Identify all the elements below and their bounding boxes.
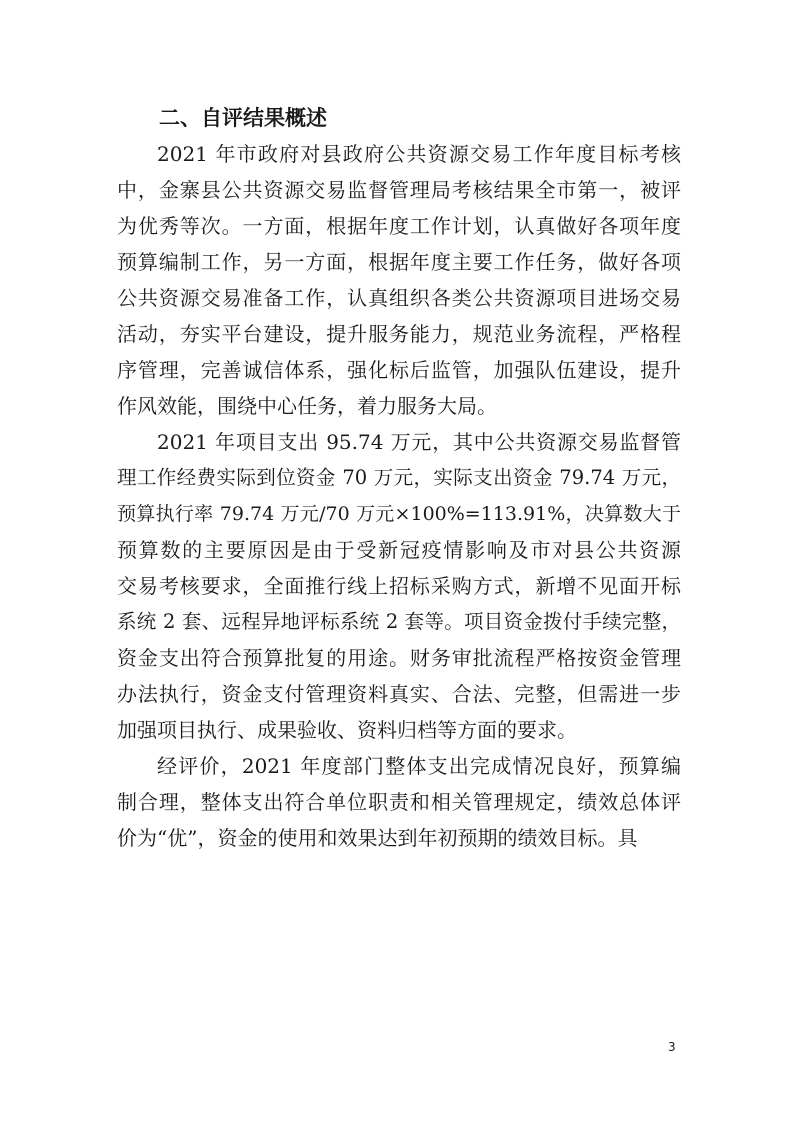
text-line: 2021 年项目支出 95.74 万元，其中公共资源交易监督管 xyxy=(157,430,681,454)
text-line: 经评价，2021 年度部门整体支出完成情况良好，预算编 xyxy=(157,754,681,778)
text-line: 中，金寨县公共资源交易监督管理局考核结果全市第一，被评 xyxy=(117,178,681,202)
text-line: 理工作经费实际到位资金 70 万元，实际支出资金 79.74 万元， xyxy=(117,466,681,489)
document-body xyxy=(117,100,681,856)
text-line: 办法执行，资金支付管理资料真实、合法、完整，但需进一步 xyxy=(117,682,681,706)
text-line: 资金支出符合预算批复的用途。财务审批流程严格按资金管理 xyxy=(117,646,681,670)
text-line: 价为“优”，资金的使用和效果达到年初预期的绩效目标。具 xyxy=(117,826,638,850)
text-line: 2021 年市政府对县政府公共资源交易工作年度目标考核 xyxy=(157,142,681,166)
text-line: 预算执行率 79.74 万元/70 万元×100%=113.91%，决算数大于 xyxy=(117,503,681,525)
text-line: 为优秀等次。一方面，根据年度工作计划，认真做好各项年度 xyxy=(117,214,681,238)
text-line: 预算数的主要原因是由于受新冠疫情影响及市对县公共资源 xyxy=(117,538,681,562)
text-line: 制合理，整体支出符合单位职责和相关管理规定，绩效总体评 xyxy=(117,790,681,814)
text-line: 系统 2 套、远程异地评标系统 2 套等。项目资金拨付手续完整， xyxy=(117,610,681,633)
text-line: 活动，夯实平台建设，提升服务能力，规范业务流程，严格程 xyxy=(117,322,681,346)
text-line: 交易考核要求，全面推行线上招标采购方式，新增不见面开标 xyxy=(117,574,681,598)
section-heading: 二、自评结果概述 xyxy=(159,106,327,130)
paragraph-project-expenditure xyxy=(117,424,681,748)
text-line: 序管理，完善诚信体系，强化标后监管，加强队伍建设，提升 xyxy=(117,358,681,382)
page-number: 3 xyxy=(668,1040,676,1054)
paragraph-evaluation-conclusion xyxy=(117,748,681,856)
paragraph-evaluation-overview xyxy=(117,136,681,424)
text-line: 作风效能，围绕中心任务，着力服务大局。 xyxy=(117,394,497,418)
text-line: 加强项目执行、成果验收、资料归档等方面的要求。 xyxy=(117,718,577,742)
text-line: 公共资源交易准备工作，认真组织各类公共资源项目进场交易 xyxy=(117,286,681,310)
text-line: 预算编制工作，另一方面，根据年度主要工作任务，做好各项 xyxy=(117,250,681,274)
